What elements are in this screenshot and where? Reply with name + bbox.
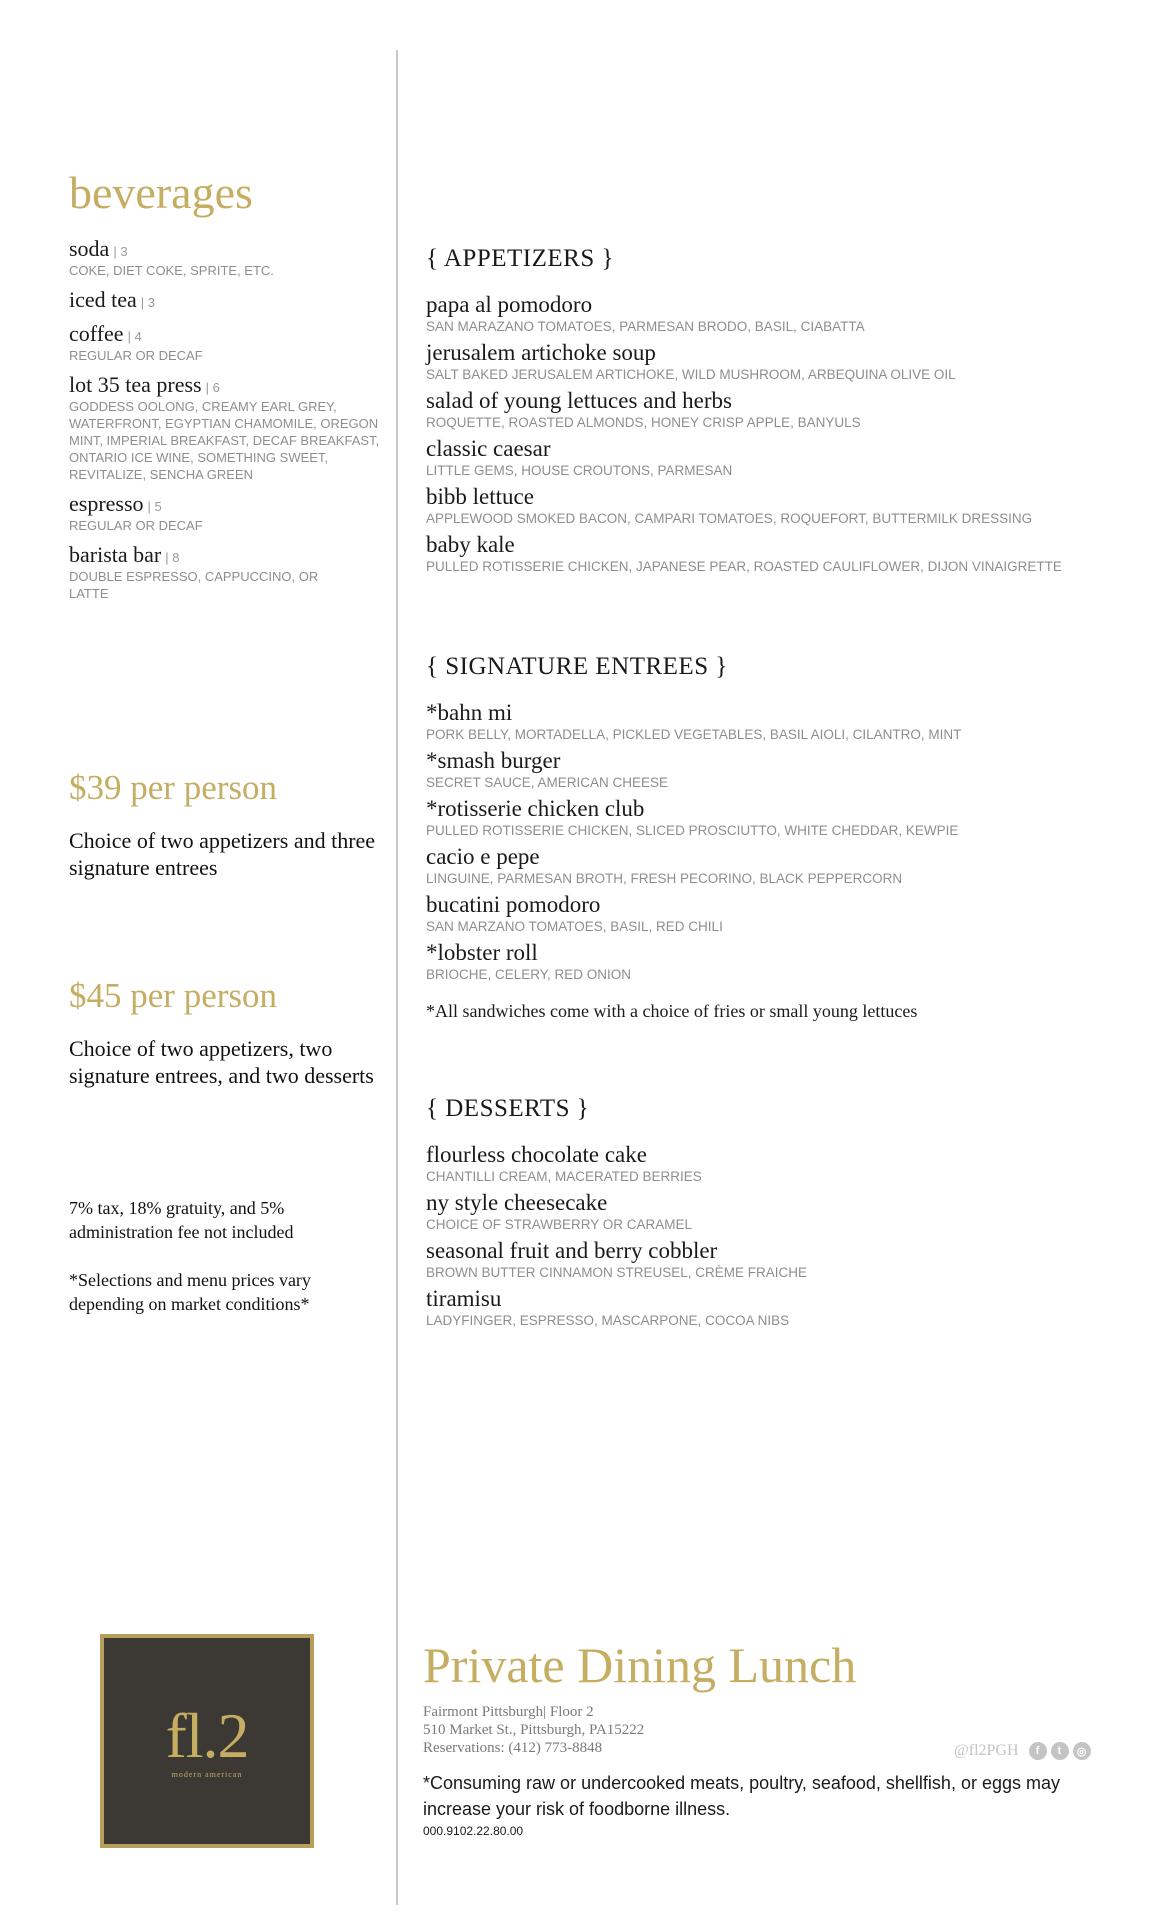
item-name: papa al pomodoro [426, 292, 593, 317]
beverage-price: | 3 [113, 244, 128, 259]
item-name: *bahn mi [426, 700, 513, 725]
entrees-heading: { SIGNATURE ENTREES } [426, 653, 728, 680]
desserts-heading: { DESSERTS } [426, 1095, 590, 1122]
menu-item [426, 1286, 1126, 1330]
item-name: *lobster roll [426, 940, 538, 965]
item-desc: CHOICE OF STRAWBERRY OR CARAMEL [426, 1217, 693, 1232]
reservations-phone: Reservations: (412) 773-8848 [423, 1740, 603, 1756]
beverage-desc: GODDESS OOLONG, CREAMY EARL GREY, WATERFRONT, EGYPTIAN CHAMOMILE, OREGON MINT, IMPERIAL BREAKFAST, DECAF BREAKFAST, ONTARIO ICE WINE, SOMETHING SWEET, REVITALIZE, SENCHA GREEN [69, 399, 380, 482]
tax-note: 7% tax, 18% gratuity, and 5% administration fee not included [69, 1198, 294, 1242]
menu-item [426, 844, 1126, 888]
menu-item [426, 700, 1126, 744]
logo-subtitle: modern american [171, 1769, 243, 1779]
item-desc: LINGUINE, PARMESAN BROTH, FRESH PECORINO, BLACK PEPPERCORN [426, 871, 903, 886]
instagram-icon[interactable]: ◎ [1073, 1742, 1091, 1760]
item-desc: SECRET SAUCE, AMERICAN CHEESE [426, 775, 669, 790]
beverage-price: | 6 [205, 380, 220, 395]
page-title: Private Dining Lunch [423, 1637, 857, 1693]
menu-item [426, 388, 1126, 432]
menu-item [426, 748, 1126, 792]
menu-item [426, 1142, 1126, 1186]
item-desc: PULLED ROTISSERIE CHICKEN, SLICED PROSCIUTTO, WHITE CHEDDAR, KEWPIE [426, 823, 959, 838]
item-desc: SAN MARAZANO TOMATOES, PARMESAN BRODO, BASIL, CIABATTA [426, 319, 865, 334]
address-block [423, 1703, 644, 1757]
beverage-item [69, 321, 394, 364]
address-venue: Fairmont Pittsburgh| Floor 2 [423, 1704, 594, 1720]
menu-item [426, 340, 1126, 384]
fl2-logo [100, 1634, 314, 1848]
item-desc: CHANTILLI CREAM, MACERATED BERRIES [426, 1169, 702, 1184]
sandwich-note: *All sandwiches come with a choice of fries or small young lettuces [426, 1001, 918, 1021]
item-name: tiramisu [426, 1286, 502, 1311]
social-links [954, 1742, 1091, 1760]
beverage-name: lot 35 tea press [69, 372, 202, 397]
document-code: 000.9102.22.80.00 [423, 1824, 524, 1838]
beverage-name: iced tea [69, 287, 137, 312]
beverage-price: | 4 [127, 329, 142, 344]
menu-item [426, 892, 1126, 936]
item-name: baby kale [426, 532, 515, 557]
item-name: flourless chocolate cake [426, 1142, 647, 1167]
beverage-item [69, 372, 394, 483]
menu-item [426, 292, 1126, 336]
beverage-item [69, 287, 394, 313]
facebook-icon[interactable]: f [1029, 1742, 1047, 1760]
menu-item [426, 532, 1126, 576]
beverages-title: beverages [69, 167, 253, 218]
appetizers-section [426, 244, 1126, 580]
item-name: cacio e pepe [426, 844, 540, 869]
beverage-desc: REGULAR OR DECAF [69, 348, 203, 363]
column-divider [396, 50, 398, 1905]
market-note: *Selections and menu prices vary depending on market conditions* [69, 1270, 311, 1314]
menu-item [426, 484, 1126, 528]
item-name: classic caesar [426, 436, 551, 461]
item-desc: SALT BAKED JERUSALEM ARTICHOKE, WILD MUSHROOM, ARBEQUINA OLIVE OIL [426, 367, 956, 382]
beverage-price: | 3 [140, 295, 156, 310]
item-name: salad of young lettuces and herbs [426, 388, 732, 413]
social-handle: @fl2PGH [954, 1742, 1019, 1759]
item-desc: BROWN BUTTER CINNAMON STREUSEL, CRÈME FRAICHE [426, 1265, 808, 1280]
item-name: bibb lettuce [426, 484, 534, 509]
foodborne-warning: *Consuming raw or undercooked meats, poultry, seafood, shellfish, or eggs may increase your risk of foodborne illness. [423, 1773, 1060, 1819]
beverage-item [69, 491, 394, 534]
item-name: *rotisserie chicken club [426, 796, 645, 821]
menu-item [426, 796, 1126, 840]
beverage-name: coffee [69, 321, 124, 346]
beverage-desc: REGULAR OR DECAF [69, 518, 203, 533]
item-desc: APPLEWOOD SMOKED BACON, CAMPARI TOMATOES, ROQUEFORT, BUTTERMILK DRESSING [426, 511, 1033, 526]
beverage-name: barista bar [69, 542, 162, 567]
price-39-desc: Choice of two appetizers and three signature entrees [69, 828, 376, 880]
beverage-desc: COKE, DIET COKE, SPRITE, ETC. [69, 263, 274, 278]
beverage-name: espresso [69, 491, 144, 516]
menu-item [426, 436, 1126, 480]
entrees-section [426, 652, 1126, 1022]
item-name: *smash burger [426, 748, 561, 773]
appetizers-heading: { APPETIZERS } [426, 245, 614, 272]
item-name: jerusalem artichoke soup [426, 340, 656, 365]
beverages-section [69, 167, 394, 610]
price-45-desc: Choice of two appetizers, two signature entrees, and two desserts [69, 1036, 374, 1088]
item-desc: BRIOCHE, CELERY, RED ONION [426, 967, 632, 982]
address-street: 510 Market St., Pittsburgh, PA15222 [423, 1722, 645, 1738]
item-name: bucatini pomodoro [426, 892, 601, 917]
twitter-icon[interactable]: t [1051, 1742, 1069, 1760]
beverage-price: | 5 [147, 499, 162, 514]
item-desc: ROQUETTE, ROASTED ALMONDS, HONEY CRISP APPLE, BANYULS [426, 415, 861, 430]
menu-item [426, 1238, 1126, 1282]
item-desc: PORK BELLY, MORTADELLA, PICKLED VEGETABLES, BASIL AIOLI, CILANTRO, MINT [426, 727, 962, 742]
item-desc: LADYFINGER, ESPRESSO, MASCARPONE, COCOA NIBS [426, 1313, 790, 1328]
price-45: $45 per person [69, 976, 278, 1015]
item-desc: LITTLE GEMS, HOUSE CROUTONS, PARMESAN [426, 463, 733, 478]
item-desc: SAN MARZANO TOMATOES, BASIL, RED CHILI [426, 919, 723, 934]
item-desc: PULLED ROTISSERIE CHICKEN, JAPANESE PEAR, ROASTED CAULIFLOWER, DIJON VINAIGRETTE [426, 559, 1062, 574]
beverage-desc: DOUBLE ESPRESSO, CAPPUCCINO, OR LATTE [69, 569, 319, 601]
item-name: ny style cheesecake [426, 1190, 608, 1215]
menu-item [426, 940, 1126, 984]
logo-mark: fl.2 [165, 1699, 249, 1771]
beverage-name: soda [69, 236, 110, 261]
beverage-item [69, 542, 394, 602]
price-39: $39 per person [69, 768, 278, 807]
beverage-item [69, 236, 394, 279]
item-name: seasonal fruit and berry cobbler [426, 1238, 718, 1263]
menu-item [426, 1190, 1126, 1234]
desserts-section [426, 1094, 1126, 1334]
beverage-price: | 8 [165, 550, 180, 565]
